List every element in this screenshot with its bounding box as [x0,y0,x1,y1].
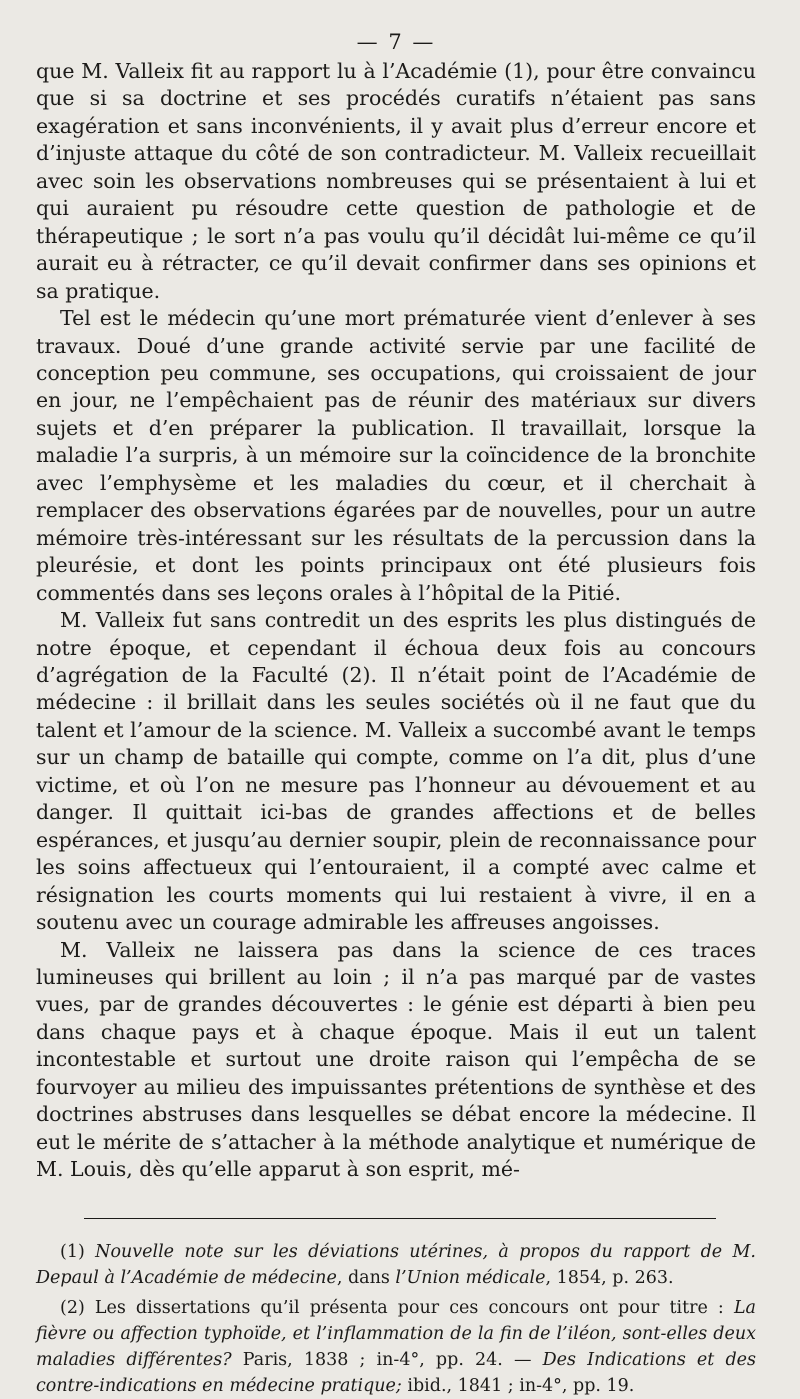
paragraph-2: Tel est le médecin qu’une mort prématurée vient d’enlever à ses travaux. Doué d’une grande activité servie par une facilité de conception peu commune, ses occupations, qui croissaient de jour en jour, ne l’empêchaient pas de réunir des matériaux sur divers sujets et d’en préparer la publication. Il travaillait, lorsque la maladie l’a surpris, à un mémoire sur la coïncidence de la bronchite avec l’emphysème et les maladies du cœur, et il cherchait à remplacer des observations égarées par de nouvelles, pour un autre mémoire très-intéressant sur les résultats de la percussion dans la pleurésie, et dont les points principaux ont été plusieurs fois commentés dans ses leçons orales à l’hôpital de la Pitié. [36,306,756,605]
page-number: — 7 — [356,30,436,54]
footnote-divider [84,1218,716,1219]
footnote-2-intro: Les dissertations qu’il présenta pour ces concours ont pour titre : [94,1297,724,1318]
footnote-2-mid: Paris, 1838 ; in-4°, pp. 24. — [231,1349,543,1370]
footnote-1-title: Nouvelle note sur les déviations utérines, à propos du rapport de M. Depaul à l’Académie de médecine [36,1241,756,1288]
paragraph-1: que M. Valleix fit au rapport lu à l’Académie (1), pour être convaincu que si sa doctrine et ses procédés curatifs n’étaient pas sans exagération et sans inconvénients, il y avait plus d’erreur encore et d’injuste attaque du côté de son contradicteur. M. Valleix recueillait avec soin les observations nombreuses qui se présentaient à lui et qui auraient pu résoudre cette question de pathologie et de thérapeutique ; le sort n’a pas voulu qu’il décidât lui-même ce qu’il aurait eu à rétracter, ce qu’il devait confirmer dans ses opinions et sa pratique. [36,59,756,303]
main-text [36,58,756,1184]
footnotes [36,1239,756,1399]
footnote-1-journal: l’Union médicale [395,1267,546,1288]
footnote-1-tail: , 1854, p. 263. [545,1267,674,1288]
paragraph-3: M. Valleix fut sans contredit un des esprits les plus distingués de notre époque, et cependant il échoua deux fois au concours d’agrégation de la Faculté (2). Il n’était point de l’Académie de médecine : il brillait dans les seules sociétés où il ne faut que du talent et l’amour de la science. M. Valleix a succombé avant le temps sur un champ de bataille qui compte, comme on l’a dit, plus d’une victime, et où l’on ne mesure pas l’honneur au dévouement et au danger. Il quittait ici-bas de grandes affections et de belles espérances, et jusqu’au dernier soupir, plein de reconnaissance pour les soins affectueux qui l’entouraient, il a compté avec calme et résignation les courts moments qui lui restaient à vivre, il en a soutenu avec un courage admirable les affreuses angoisses. [36,608,756,935]
paragraph-4: M. Valleix ne laissera pas dans la science de ces traces lumineuses qui brillent au loin ; il n’a pas marqué par de vastes vues, par de grandes découvertes : le génie est départi à bien peu dans chaque pays et à chaque époque. Mais il eut un talent incontestable et surtout une droite raison qui l’empêcha de se fourvoyer au milieu des impuissantes prétentions de synthèse et des doctrines abstruses dans lesquelles se débat encore la médecine. Il eut le mérite de s’attacher à la méthode analytique et numérique de M. Louis, dès qu’elle apparut à son esprit, mé- [36,937,756,1182]
footnote-2 [36,1295,756,1399]
footnote-2-title-2: Des Indications et des contre-indications en médecine pratique; [36,1349,757,1396]
footnote-2-tail: ibid., 1841 ; in-4°, pp. 19. [401,1375,635,1396]
footnote-2-number: (2) [60,1297,85,1318]
footnote-1-mid: , dans [336,1267,396,1288]
footnote-1 [36,1239,756,1291]
footnote-2-title-1: La fièvre ou affection typhoïde, et l’inflammation de la fin de l’iléon, sont-elles deux maladies différentes? [36,1297,756,1370]
footnote-1-number: (1) [60,1241,85,1262]
